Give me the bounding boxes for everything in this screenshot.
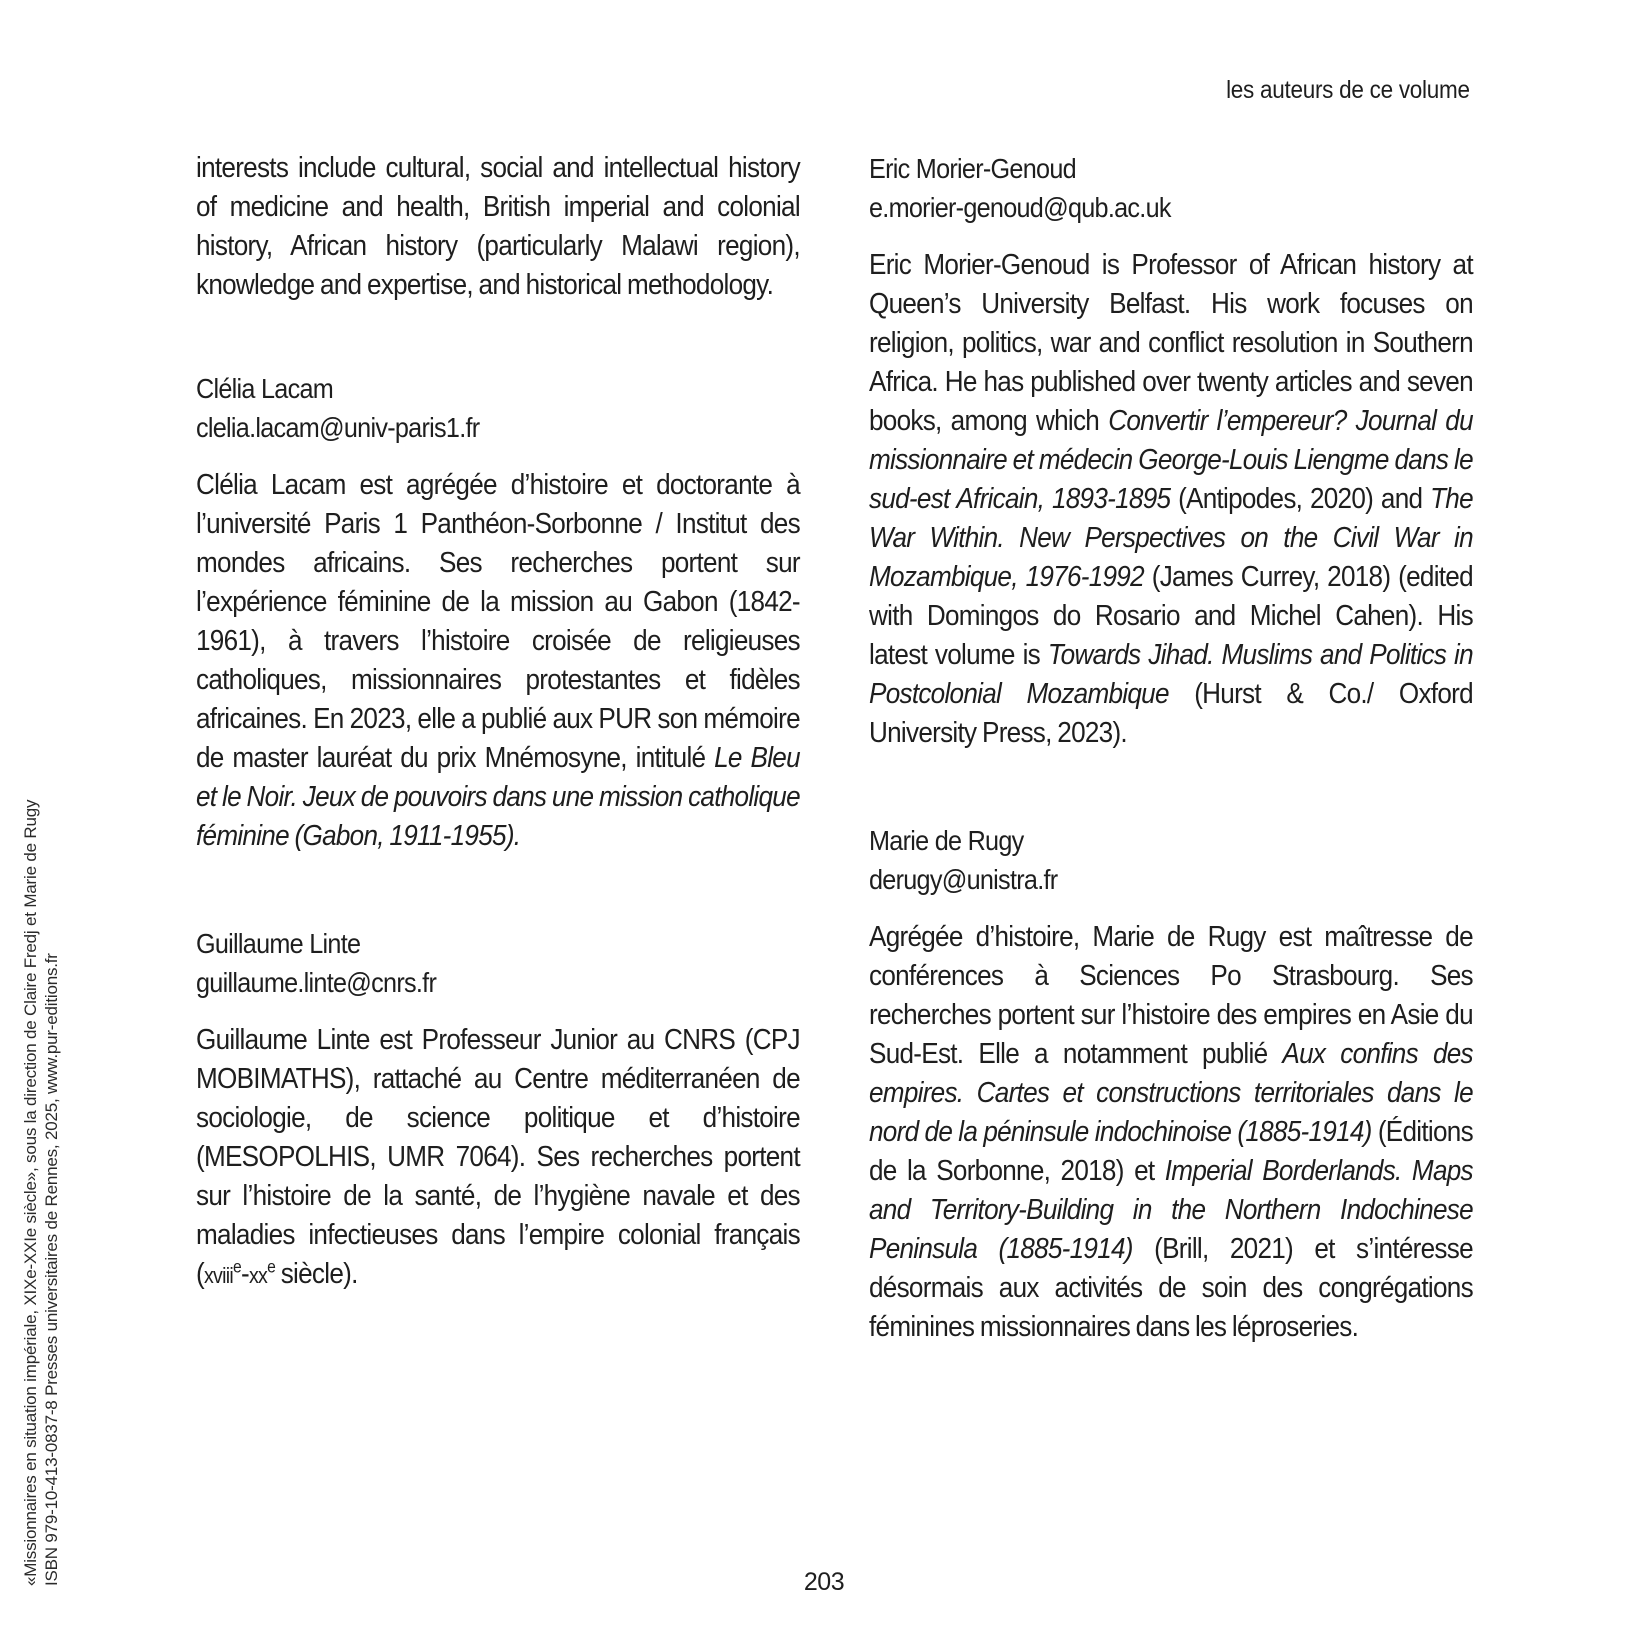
book-title: Le Bleu et le Noir. Jeux de pouvoirs dans une mission catholique féminine (Gabon, 1911-1955). xyxy=(196,742,800,852)
book-title: The War Within. New Perspectives on the Civil War in Mozambique, 1976-1992 xyxy=(869,483,1473,593)
author-entry-marie-de-rugy xyxy=(869,821,1473,1347)
author-email: derugy@unistra.fr xyxy=(869,864,1058,895)
imprint-line-isbn: ISBN 979-10-413-0837-8 Presses universitaires de Rennes, 2025, www.pur-editions.fr xyxy=(42,953,61,1586)
author-email: guillaume.linte@cnrs.fr xyxy=(196,967,437,998)
bio-text-span: Guillaume Linte est Professeur Junior au CNRS (CPJ MOBIMATHS), rattaché au Centre méditerranéen de sociologie, de science politique et d’histoire (MESOPOLHIS, UMR 7064). Ses recherches portent sur l’histoire de la santé, de l’hygiène navale et des maladies infectieuses dans l’empire colonial français ( xyxy=(196,1024,800,1290)
author-bio xyxy=(196,466,800,856)
bio-text-span: - xyxy=(240,1258,249,1290)
author-email: e.morier-genoud@qub.ac.uk xyxy=(869,192,1171,223)
century-superscript: e xyxy=(267,1256,276,1277)
continued-bio-text: interests include cultural, social and intellectual history of medicine and health, British imperial and colonial history, African history (particularly Malawi region), knowledge and expertise, and historical methodology. xyxy=(196,152,800,301)
author-bio xyxy=(869,246,1473,753)
author-bio xyxy=(196,1021,800,1295)
bio-text-span: siècle). xyxy=(275,1258,358,1290)
author-name: Guillaume Linte xyxy=(196,928,361,959)
author-name: Clélia Lacam xyxy=(196,373,334,404)
page-number: 203 xyxy=(803,1568,845,1596)
right-column xyxy=(869,149,1473,1347)
bio-text-span: (Brill, 2021) et s’intéresse désormais aux activités de soin des congrégations féminines missionnaires dans les léproseries. xyxy=(869,1233,1473,1343)
imprint-line-title: «Missionnaires en situation impériale, XIXe-XXIe siècle», sous la direction de Claire Fredj et Marie de Rugy xyxy=(21,799,40,1586)
bio-text-span: (Éditions de la Sorbonne, 2018) et xyxy=(869,1116,1473,1187)
left-column xyxy=(196,149,800,1295)
book-title: Aux confins des empires. Cartes et constructions territoriales dans le nord de la péninsule indochinoise (1885-1914) xyxy=(869,1038,1473,1148)
bio-text-span: (James Currey, 2018) (edited with Domingos do Rosario and Michel Cahen). His latest volume is xyxy=(869,561,1473,671)
bio-text-span: Clélia Lacam est agrégée d’histoire et doctorante à l’université Paris 1 Panthéon-Sorbonne / Institut des mondes africains. Ses recherches portent sur l’expérience féminine de la mission au Gabon (1842-1961), à travers l’histoire croisée de religieuses catholiques, missionnaires protestantes et fidèles africaines. En 2023, elle a publié aux PUR son mémoire de master lauréat du prix Mnémosyne, intitulé xyxy=(196,469,800,774)
century-numeral: xviii xyxy=(203,1263,233,1288)
bio-text-span: Agrégée d’histoire, Marie de Rugy est maîtresse de conférences à Sciences Po Strasbourg. Ses recherches portent sur l’histoire des empires en Asie du Sud-Est. Elle a notamment publié xyxy=(869,921,1473,1070)
author-name: Eric Morier-Genoud xyxy=(869,153,1076,184)
author-entry-eric-morier-genoud xyxy=(869,149,1473,753)
bio-text-span: (Antipodes, 2020) and xyxy=(1170,483,1431,515)
author-entry-guillaume-linte xyxy=(196,924,800,1295)
side-imprint xyxy=(20,736,62,1586)
book-title: Convertir l’empereur? Journal du missionnaire et médecin George-Louis Liengme dans le sud-est Africain, 1893-1895 xyxy=(869,405,1473,515)
century-superscript: e xyxy=(232,1256,241,1277)
book-title: Imperial Borderlands. Maps and Territory-Building in the Northern Indochinese Peninsula (1885-1914) xyxy=(869,1155,1473,1265)
century-numeral: xx xyxy=(248,1263,268,1288)
book-title: Towards Jihad. Muslims and Politics in Postcolonial Mozambique xyxy=(869,639,1473,710)
author-bio xyxy=(869,918,1473,1347)
author-name: Marie de Rugy xyxy=(869,825,1024,856)
author-entry-clelia-lacam xyxy=(196,369,800,856)
running-header: les auteurs de ce volume xyxy=(1226,76,1470,104)
author-email: clelia.lacam@univ-paris1.fr xyxy=(196,412,480,443)
bio-text-span: Eric Morier-Genoud is Professor of African history at Queen’s University Belfast. His work focuses on religion, politics, war and conflict resolution in Southern Africa. He has published over twenty articles and seven books, among which xyxy=(869,249,1473,437)
bio-text-span: (Hurst & Co./ Oxford University Press, 2023). xyxy=(869,678,1473,749)
